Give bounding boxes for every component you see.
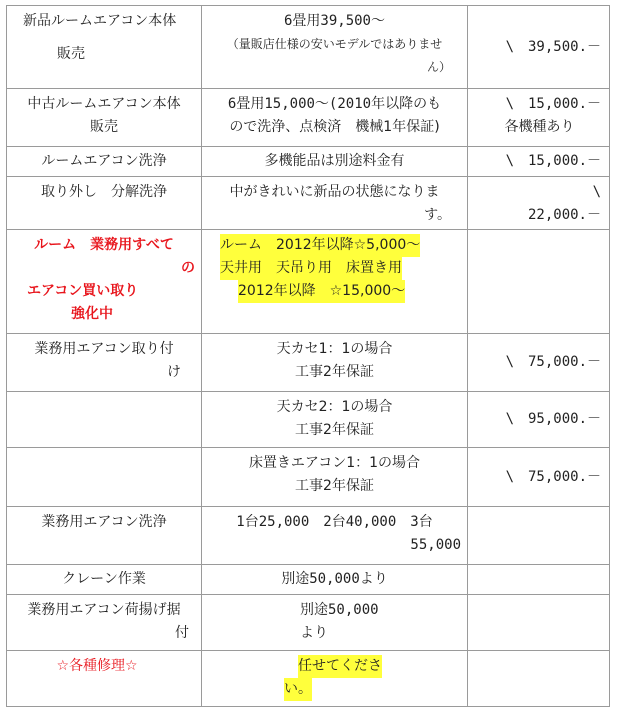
detail-text: 天カセ2：1の場合 bbox=[276, 399, 393, 415]
highlighted-text: 天井用 天吊り用 床置き用 bbox=[220, 257, 402, 280]
service-label: 業務用エアコン取り付 bbox=[34, 341, 174, 357]
service-label: 取り外し 分解洗浄 bbox=[41, 184, 167, 200]
detail-text: 工事2年保証 bbox=[295, 364, 374, 380]
service-label-cell bbox=[7, 507, 202, 565]
detail-text: 工事2年保証 bbox=[295, 422, 374, 438]
detail-cell bbox=[202, 334, 468, 392]
service-label: 中古ルームエアコン本体 bbox=[27, 96, 181, 112]
promo-label: 強化中 bbox=[71, 306, 113, 322]
detail-text: ので洗浄、点検済 機械1年保証) bbox=[229, 119, 440, 135]
service-label-cell bbox=[7, 147, 202, 177]
table-row bbox=[7, 565, 610, 595]
detail-text: 別途50,000より bbox=[281, 571, 388, 587]
service-label: 付 bbox=[175, 625, 189, 641]
price-note: 各機種あり bbox=[504, 119, 575, 135]
price-text: \ bbox=[592, 184, 601, 200]
price-text: 22,000.－ bbox=[527, 207, 601, 223]
table-row bbox=[7, 89, 610, 147]
price-text: \ 75,000.－ bbox=[505, 354, 601, 370]
highlighted-text: い。 bbox=[284, 678, 312, 701]
price-text: \ 39,500.－ bbox=[505, 38, 601, 55]
promo-label: エアコン買い取り bbox=[27, 283, 139, 299]
service-label: け bbox=[167, 364, 181, 380]
detail-text: 6畳用39,500〜 bbox=[283, 13, 385, 29]
price-cell bbox=[468, 177, 610, 230]
price-cell bbox=[468, 230, 610, 334]
detail-text: 多機能品は別途料金有 bbox=[264, 153, 405, 169]
price-text: \ 95,000.－ bbox=[505, 411, 601, 427]
table-row bbox=[7, 147, 610, 177]
repair-label: ☆各種修理☆ bbox=[56, 658, 138, 674]
price-table bbox=[6, 5, 610, 707]
detail-note: （量販店仕様の安いモデルではありませ bbox=[226, 37, 443, 51]
service-label-cell bbox=[7, 565, 202, 595]
detail-cell bbox=[202, 89, 468, 147]
service-label-cell bbox=[7, 595, 202, 651]
price-cell bbox=[468, 392, 610, 448]
detail-cell bbox=[202, 507, 468, 565]
price-text: \ 15,000.－ bbox=[505, 96, 601, 112]
price-cell bbox=[468, 6, 610, 89]
price-text: \ 75,000.－ bbox=[505, 468, 601, 485]
service-label: 業務用エアコン荷揚げ据 bbox=[27, 602, 181, 618]
table-row bbox=[7, 392, 610, 448]
service-label-cell bbox=[7, 392, 202, 448]
detail-cell bbox=[202, 392, 468, 448]
table-row bbox=[7, 230, 610, 334]
detail-text: 別途50,000 bbox=[300, 602, 379, 618]
price-cell bbox=[468, 334, 610, 392]
service-label: 新品ルームエアコン本体 bbox=[23, 13, 177, 29]
service-label: ルームエアコン洗浄 bbox=[41, 153, 167, 169]
price-cell bbox=[468, 651, 610, 707]
detail-text: 1台25,000 2台40,000 3台 bbox=[236, 514, 433, 530]
service-label-cell bbox=[7, 89, 202, 147]
service-label: クレーン作業 bbox=[62, 571, 146, 587]
detail-text: す。 bbox=[424, 207, 451, 223]
detail-cell bbox=[202, 6, 468, 89]
price-cell bbox=[468, 507, 610, 565]
detail-cell bbox=[202, 448, 468, 507]
table-row bbox=[7, 651, 610, 707]
promo-label: ルーム 業務用すべて bbox=[34, 237, 174, 253]
service-label: 業務用エアコン洗浄 bbox=[41, 514, 167, 530]
promo-label: の bbox=[181, 260, 195, 276]
detail-text: 床置きエアコン1：1の場合 bbox=[248, 455, 421, 471]
service-label: 販売 bbox=[90, 119, 118, 135]
price-cell bbox=[468, 595, 610, 651]
price-cell bbox=[468, 89, 610, 147]
service-label-cell bbox=[7, 177, 202, 230]
table-row bbox=[7, 177, 610, 230]
price-cell bbox=[468, 147, 610, 177]
price-cell bbox=[468, 565, 610, 595]
service-label-cell bbox=[7, 651, 202, 707]
highlighted-text: 任せてくださ bbox=[298, 655, 382, 678]
table-row bbox=[7, 448, 610, 507]
detail-cell bbox=[202, 565, 468, 595]
detail-cell bbox=[202, 147, 468, 177]
table-row bbox=[7, 334, 610, 392]
table-row bbox=[7, 507, 610, 565]
service-label-cell bbox=[7, 6, 202, 89]
detail-cell bbox=[202, 177, 468, 230]
detail-text: 中がきれいに新品の状態になりま bbox=[229, 184, 440, 200]
service-label-cell bbox=[7, 448, 202, 507]
detail-text: より bbox=[300, 625, 328, 641]
service-label-cell bbox=[7, 334, 202, 392]
service-label: 販売 bbox=[57, 46, 85, 62]
highlighted-text: 2012年以降 ☆15,000〜 bbox=[238, 280, 405, 303]
detail-text: 天カセ1：1の場合 bbox=[276, 341, 393, 357]
detail-cell bbox=[202, 230, 468, 334]
table-row bbox=[7, 595, 610, 651]
detail-text: 55,000 bbox=[410, 537, 461, 553]
price-cell bbox=[468, 448, 610, 507]
highlighted-text: ルーム 2012年以降☆5,000〜 bbox=[220, 234, 420, 257]
table-row bbox=[7, 6, 610, 89]
detail-cell bbox=[202, 595, 468, 651]
detail-cell bbox=[202, 651, 468, 707]
service-label-cell bbox=[7, 230, 202, 334]
detail-text: 6畳用15,000〜(2010年以降のも bbox=[227, 96, 442, 112]
detail-text: 工事2年保証 bbox=[295, 478, 374, 494]
price-text: \ 15,000.－ bbox=[505, 153, 601, 169]
detail-note: ん） bbox=[426, 60, 451, 74]
